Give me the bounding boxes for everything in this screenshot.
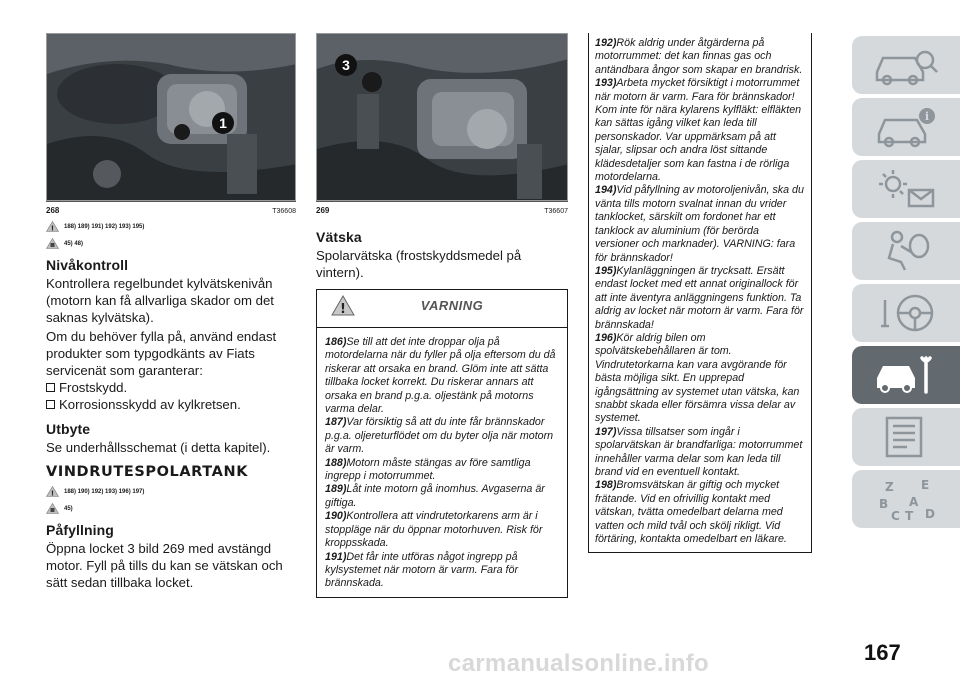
svg-text:D: D [925, 507, 935, 521]
warning-box [316, 289, 568, 598]
tab-car-info[interactable] [852, 98, 960, 156]
svg-text:!: ! [50, 224, 55, 232]
callout-1: 1 [212, 112, 234, 134]
note-number: 191) [325, 550, 347, 563]
page-number: 167 [864, 640, 901, 665]
heading-replacement: Utbyte [46, 421, 91, 437]
svg-text:!: ! [50, 489, 55, 497]
note-number: 195) [595, 264, 617, 277]
tab-index[interactable] [852, 470, 960, 528]
note-number: 188) [325, 456, 347, 469]
warning-note [325, 551, 559, 591]
figure-code: T36608 [272, 208, 296, 215]
tab-technical-data[interactable] [852, 408, 960, 466]
note-number: 197) [595, 425, 617, 438]
specifications-icon [871, 414, 941, 460]
checkbox-bullet-icon [46, 383, 55, 392]
figure-number: 268 [46, 206, 60, 215]
car-wrench-icon [871, 352, 941, 398]
bullet-item: Korrosionsskydd av kylkretsen. [46, 396, 296, 413]
svg-text:C: C [891, 509, 900, 522]
svg-text:B: B [879, 497, 889, 511]
warning-triangle-icon [331, 295, 355, 316]
warning-note [595, 37, 805, 77]
bullet-item: Frostskydd. [46, 379, 296, 396]
heading-filling: Påfyllning [46, 522, 114, 538]
paragraph-refill: Om du behöver fylla på, använd endast produkter som typgodkänts av Fiats servicenät som garanterar: [46, 329, 277, 378]
left-column [46, 33, 296, 591]
paragraph-fluid: Spolarvätska (frostskyddsmedel på vintern). [316, 248, 522, 280]
middle-column [316, 33, 568, 598]
paragraph-open-cap: Öppna locket 3 bild 269 med avstängd motor. Fyll på tills du kan se vätskan och sätt sedan tillbaka locket. [46, 541, 283, 590]
warning-header [325, 290, 559, 319]
note-refs-text: 45) [64, 505, 73, 512]
svg-text:A: A [909, 495, 919, 509]
figure-code: T36607 [544, 208, 568, 215]
attention-hand-icon [46, 503, 59, 514]
note-text: Låt inte motorn gå inomhus. Avgaserna är giftiga. [325, 483, 545, 509]
note-number: 194) [595, 184, 617, 197]
callout-3: 3 [335, 54, 357, 76]
warning-references [46, 221, 296, 232]
warning-note [595, 479, 805, 546]
note-text: Var försiktig så att du inte får brännskador p.g.a. oljereturflödet om du byter olja när motorn är varm. [325, 416, 554, 456]
warning-title: VARNING [420, 298, 484, 313]
figure-number: 269 [316, 206, 330, 215]
note-number: 193) [595, 77, 617, 90]
dashboard-lights-icon [871, 166, 941, 212]
figure-caption [46, 201, 296, 215]
warning-note [325, 416, 559, 456]
paragraph-schedule: Se underhållsschemat (i detta kapitel). [46, 440, 271, 455]
note-number: 190) [325, 510, 347, 523]
note-number: 186) [325, 336, 347, 348]
note-number: 189) [325, 483, 347, 496]
warning-notes [595, 37, 805, 546]
svg-text:!: ! [340, 302, 346, 316]
warning-note [595, 265, 805, 332]
steering-wheel-icon [871, 290, 941, 336]
note-number: 198) [595, 479, 617, 492]
note-number: 192) [595, 37, 617, 49]
attention-hand-icon [46, 238, 59, 249]
warning-note [595, 332, 805, 426]
warning-note [325, 457, 559, 484]
engine-photo-illustration [47, 34, 296, 201]
tab-knowing-car[interactable] [852, 36, 960, 94]
tab-safety[interactable] [852, 222, 960, 280]
note-references [46, 503, 296, 514]
warning-note [325, 336, 559, 416]
tab-starting-driving[interactable] [852, 284, 960, 342]
airbag-icon [871, 228, 941, 274]
tab-dashboard-lights[interactable] [852, 160, 960, 218]
warning-note [595, 184, 805, 264]
heading-level-check: Nivåkontroll [46, 257, 129, 273]
note-refs-text: 45) 48) [64, 240, 84, 247]
note-text: Bromsvätskan är giftig och mycket frätande. Vid en ofrivillig kontakt med vätskan, tvätta omedelbart delarna med vatten och mild tvål och skölj rikligt. Vid förtäring, kontakta omedelbart en läkare. [595, 479, 787, 546]
note-number: 196) [595, 331, 617, 344]
warning-triangle-icon [46, 221, 59, 232]
warning-notes [325, 336, 559, 591]
warning-notes-continued [588, 33, 812, 553]
note-text: Se till att det inte droppar olja på motordelarna när du fyller på olja eftersom du då riskerar att orsaka en brand. Glöm inte att sätta tillbaka locket korrekt. Du riskerar annars att orsaka en brand p.g.a. oljestänk på motorns varma delar. [325, 336, 556, 416]
note-references [46, 238, 296, 249]
watermark: carmanualsonline.info [448, 650, 710, 677]
warning-note [325, 510, 559, 550]
chapter-tabs [852, 36, 960, 532]
warning-note [325, 483, 559, 510]
paragraph-coolant: Kontrollera regelbundet kylvätskenivån (motorn kan få allvarliga skador om det saknas kylvätska). [46, 276, 274, 325]
svg-text:E: E [921, 478, 930, 492]
engine-figure-269 [316, 33, 568, 201]
warning-triangle-icon [46, 486, 59, 497]
car-info-icon [871, 104, 941, 150]
note-text: Det får inte utföras något ingrepp på kylsystemet när motorn är varm. Fara för brännskada. [325, 550, 519, 590]
checkbox-bullet-icon [46, 400, 55, 409]
note-text: Kylanläggningen är trycksatt. Ersätt endast locket med ett annat originallock för att inte äventyra anläggningens funktion. Ta aldrig av locket när motorn är varm. Fara för brännskada! [595, 264, 804, 331]
note-text: Vid påfyllning av motoroljenivån, ska du vänta tills motorn svalnat innan du vrider tanklocket, särskilt om fordonet har ett tanklock av aluminium (för berörda versioner och marknader). VARNING: fara för brännskador! [595, 184, 804, 264]
note-text: Kör aldrig bilen om spolvätskebehållaren är tom. Vindrutetorkarna kan vara avgörande för bästa möjliga sikt. En upprepad igångsättning av systemet utan vätska, kan snabbt skada eller försämra vissa delar av systemet. [595, 331, 800, 425]
svg-text:T: T [905, 509, 914, 522]
divider [317, 327, 567, 328]
note-text: Arbeta mycket försiktigt i motorrummet när motorn är varm. Fara för brännskador! Kom inte för nära kylarens kylfläkt: elfläkten kan sättas igång vilket kan leda till personskador. Var uppmärksam på att sjalar, slipsar och andra löst sittande klädesdetaljer som kan fastna i de rörliga motordelarna. [595, 77, 802, 184]
warning-note [595, 426, 805, 480]
note-text: Motorn måste stängas av före samtliga ingrepp i motorrummet. [325, 456, 531, 483]
svg-text:Z: Z [885, 480, 894, 494]
figure-caption [316, 201, 568, 215]
note-text: Kontrollera att vindrutetorkarens arm är i stoppläge när du öppnar motorhuven. Risk för kroppsskada. [325, 510, 543, 550]
note-number: 187) [325, 416, 347, 429]
section-title: VINDRUTESPOLARTANK [46, 464, 249, 480]
index-icon [871, 476, 941, 522]
warning-note [595, 77, 805, 184]
warning-references [46, 486, 296, 497]
heading-fluid: Vätska [316, 229, 362, 245]
warning-refs-text: 188) 189) 191) 192) 193) 195) [64, 223, 145, 230]
svg-text:i: i [924, 110, 930, 123]
right-column [588, 33, 812, 553]
note-text: Vissa tillsatser som ingår i spolarvätskan är brandfarliga: motorrummet innehåller varma delar som kan leda till brand vid en eventuell kontakt. [595, 425, 803, 478]
car-search-icon [871, 42, 941, 88]
note-text: Rök aldrig under åtgärderna på motorrummet: det kan finnas gas och antändbara ångor som skapar en brandrisk. [595, 37, 803, 76]
engine-figure-268 [46, 33, 296, 201]
tab-maintenance[interactable] [852, 346, 960, 404]
warning-refs-text: 188) 190) 192) 193) 196) 197) [64, 488, 145, 495]
